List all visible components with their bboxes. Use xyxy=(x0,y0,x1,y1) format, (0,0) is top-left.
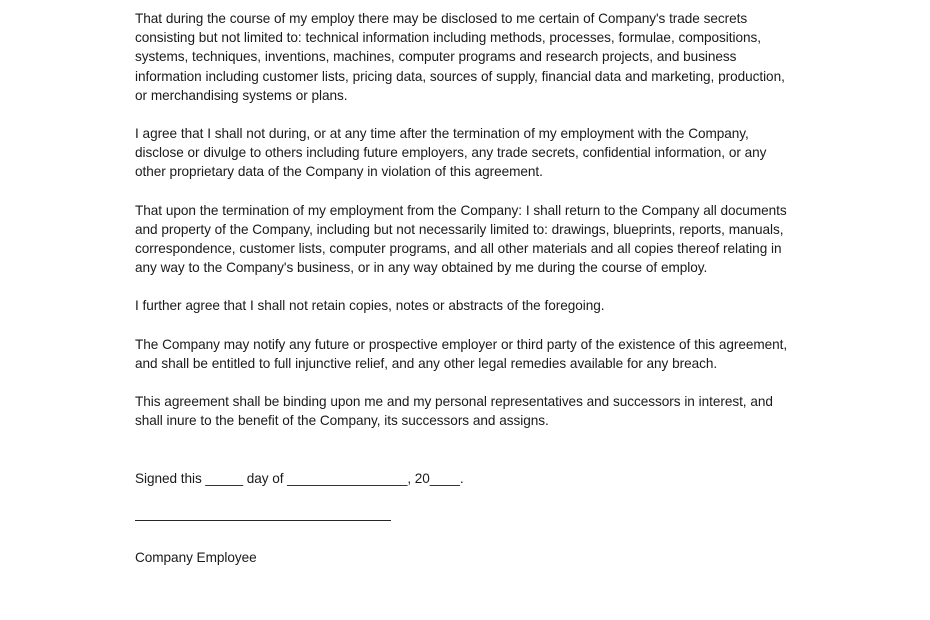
company-employee-label: Company Employee xyxy=(135,550,257,565)
signed-date-line: Signed this _____ day of ________________, 20____. xyxy=(135,471,464,486)
signature-date-block xyxy=(135,469,795,488)
document-body xyxy=(135,9,795,430)
signature-rule xyxy=(135,520,391,521)
paragraph-no-copies: I further agree that I shall not retain copies, notes or abstracts of the foregoing. xyxy=(135,298,605,314)
paragraph-non-disclosure: I agree that I shall not during, or at any time after the termination of my employment with the Company, disclose or divulge to others including future employers, any trade secrets, confidential information, or any other proprietary data of the Company in violation of this agreement. xyxy=(135,126,767,180)
paragraph-notify-employer: The Company may notify any future or prospective employer or third party of the existence of this agreement, and shall be entitled to full injunctive relief, and any other legal remedies available for any breach. xyxy=(135,336,788,371)
paragraph-return-of-property: That upon the termination of my employment from the Company: I shall return to the Company all documents and property of the Company, including but not necessarily limited to: drawings, blueprints, reports, manuals, correspondence, customer lists, computer programs, and all other materials and all copies thereof relating in any way to the Company's business, or in any way obtained by me during the course of employ. xyxy=(135,202,787,276)
paragraph-binding-successors: This agreement shall be binding upon me and my personal representatives and successors in interest, and shall inure to the benefit of the Company, its successors and assigns. xyxy=(135,394,773,429)
paragraph-trade-secrets: That during the course of my employ there may be disclosed to me certain of Company's trade secrets consisting but not limited to: technical information including methods, processes, formulae, compositions, systems, techniques, inventions, machines, computer programs and research projects, and business information including customer lists, pricing data, sources of supply, financial data and marketing, production, or merchandising systems or plans. xyxy=(135,11,785,103)
